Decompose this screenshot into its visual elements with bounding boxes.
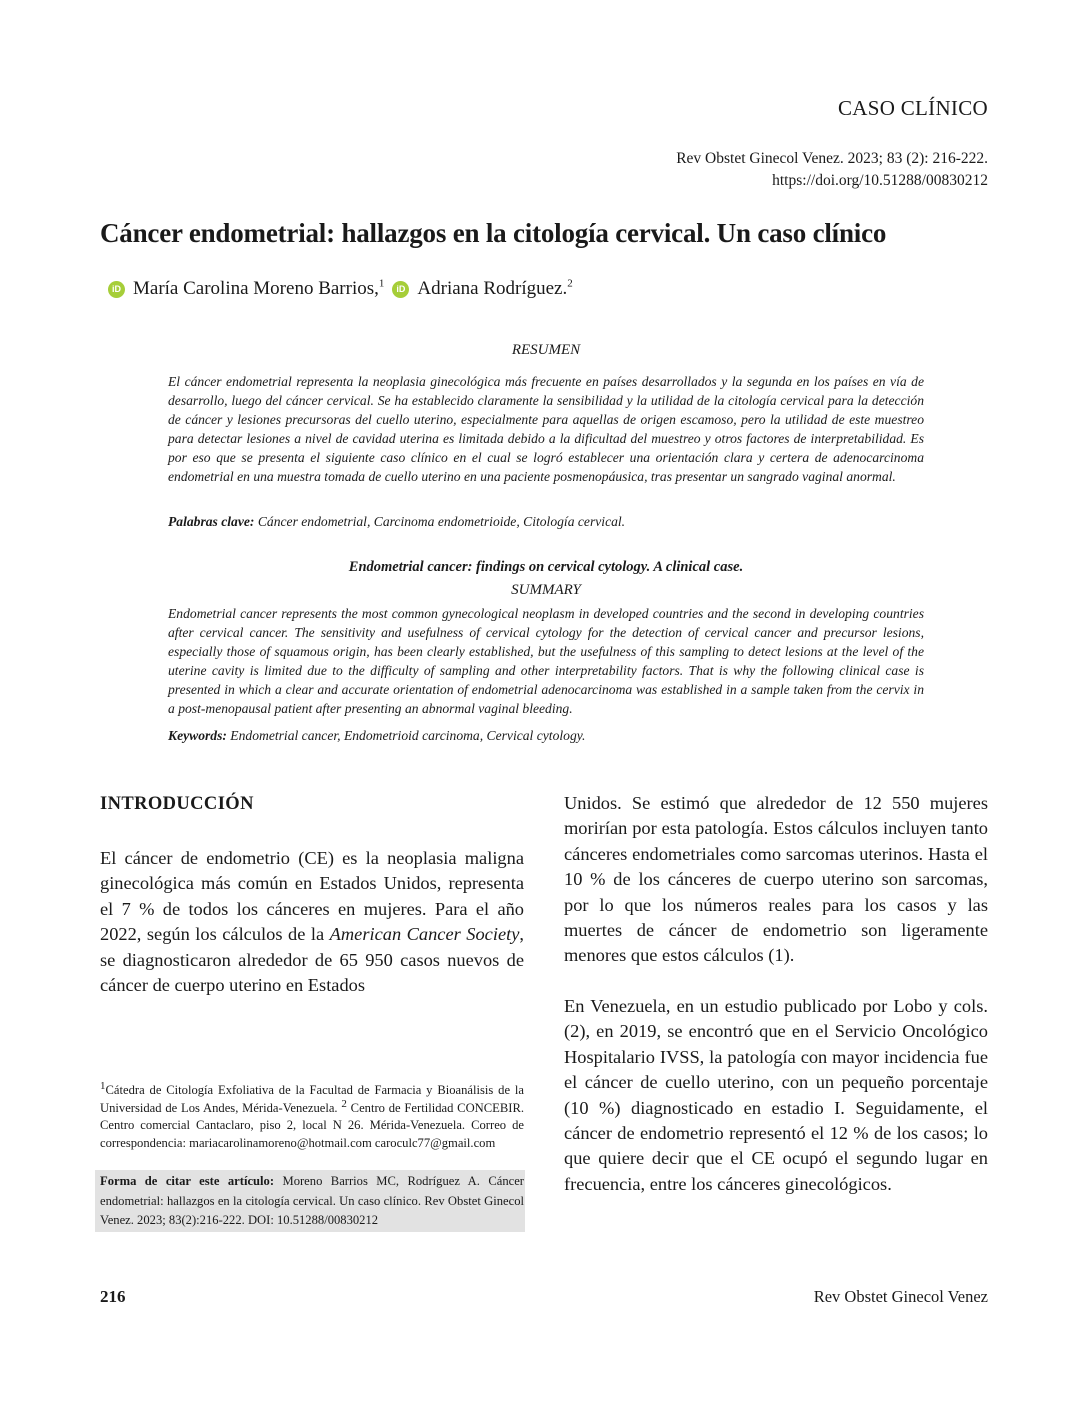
keywords [168, 728, 924, 744]
resumen-text: El cáncer endometrial representa la neoplasia ginecológica más frecuente en países desarrollados y la segunda en los países en vía de desarrollo, luego del cáncer cervical. Se ha establecido claramente la sensibilidad y la utilidad de la citología cervical para la detección de cáncer y lesiones precursoras del cuello uterino, especialmente para aquellas de origen escamoso, pero la utilidad de este muestreo para detectar lesiones a nivel de cavidad uterina es limitada debido a la dificultad del muestreo y otros factores de interpretabilidad. Es por eso que se presenta el siguiente caso clínico en el cual se logró establecer una orientación clara y certera de adenocarcinoma endometrial en una muestra tomada de cuello uterino en una paciente posmenopáusica, tras presentar un sangrado vaginal anormal. [168, 374, 924, 484]
society-name: American Cancer Society [329, 924, 520, 945]
citation-line: Rev Obstet Ginecol Venez. 2023; 83 (2): 216-222. [676, 150, 988, 167]
orcid-icon[interactable]: iD [108, 281, 125, 298]
body-paragraph: En Venezuela, en un estudio publicado por Lobo y cols. (2), en 2019, se encontró que en el Servicio Oncológico Hospitalario IVSS, la patología con mayor incidencia fue el cáncer de cuello uterino, con un pequeño porcentaje (10 %) diagnosticado en estadio I. Seguidamente, el cáncer de endometrio representó el 12 % de los casos; lo que quiere decir que el CE ocupó el segundo lugar en frecuencia, entre los cánceres ginecológicos. [564, 996, 988, 1194]
article-title: Cáncer endometrial: hallazgos en la citología cervical. Un caso clínico [100, 218, 887, 248]
running-footer: Rev Obstet Ginecol Venez [813, 1287, 988, 1306]
page-number: 216 [100, 1287, 126, 1306]
how-to-cite: Forma de citar este artículo: Moreno Barrios MC, Rodríguez A. Cáncer endometrial: hallazgos en la citología cervical. Un caso clínico. Rev Obstet Ginecol Venez. 2023; 83(2):216-222. DOI: 10.51288/00830212 [100, 1174, 524, 1228]
summary-heading: SUMMARY [511, 582, 581, 598]
body-paragraph: Unidos. Se estimó que alrededor de 12 550 mujeres morirían por esta patología. Estos cálculos incluyen tanto cánceres endometriales como sarcomas uterinos. Hasta el 10 % de los cánceres de cuerpo uterino son sarcomas, por lo que los números reales para los casos y las muertes de cáncer de endometrio son ligeramente menores que estos cálculos (1). [564, 793, 988, 966]
affiliation-marker: 2 [567, 277, 573, 290]
section-heading: INTRODUCCIÓN [100, 794, 254, 814]
author-name: Adriana Rodríguez.$^2$ [417, 277, 573, 299]
doi-link[interactable]: https://doi.org/10.51288/00830212 [772, 172, 988, 189]
orcid-icon[interactable]: iD [392, 281, 409, 298]
english-title: Endometrial cancer: findings on cervical cytology. A clinical case. [348, 559, 744, 575]
palabras-clave [168, 514, 924, 530]
section-label: CASO CLÍNICO [837, 96, 988, 120]
affiliation-footnote: $^1$Cátedra de Citología Exfoliativa de la Facultad de Farmacia y Bioanálisis de la Universidad de Los Andes, Mérida-Venezuela. $^2$ Centro de Fertilidad CONCEBIR. Centro comercial Cantaclaro, piso 2, local N 26. Mérida-Venezuela. Correo de correspondencia: mariacarolinamoreno@hotmail.com caroculc77@gmail.com [100, 1079, 524, 1150]
how-to-cite-label: Forma de citar este artículo: [100, 1174, 275, 1188]
keywords-list: Endometrial cancer, Endometrioid carcinoma, Cervical cytology. [226, 728, 586, 743]
keywords-label: Keywords: [168, 728, 227, 743]
intro-paragraph: El cáncer de endometrio (CE) es la neoplasia maligna ginecológica más común en Estados Unidos, representa el 7 % de todos los cánceres en mujeres. Para el año 2022, según los cálculos de la American Cancer Society, se diagnosticaron alrededor de 65 950 casos nuevos de cáncer de cuerpo uterino en Estados [100, 848, 525, 996]
summary-text: Endometrial cancer represents the most common gynecological neoplasm in developed countries and the second in developing countries after cervical cancer. The sensitivity and usefulness of cervical cytology for the detection of cervical cancer and precursor lesions, especially those of squamous origin, has been clearly established, but the usefulness of this sampling to detect lesions at the level of the uterine cavity is limited due to the difficulty of sampling and other interpretability factors. That is why the following clinical case is presented in which a clear and accurate orientation of endometrial adenocarcinoma was established in a sample taken from the cervix in a post-menopausal patient after presenting an abnormal vaginal bleeding. [168, 606, 924, 716]
author-list [108, 278, 581, 300]
author-name: María Carolina Moreno Barrios,$^1$ [133, 277, 385, 299]
keywords-list: Cáncer endometrial, Carcinoma endometrioide, Citología cervical. [254, 514, 626, 529]
resumen-heading: RESUMEN [511, 342, 581, 358]
keywords-label: Palabras clave: [168, 514, 255, 529]
journal-citation [676, 148, 988, 192]
affiliation-marker: 1 [378, 277, 385, 290]
